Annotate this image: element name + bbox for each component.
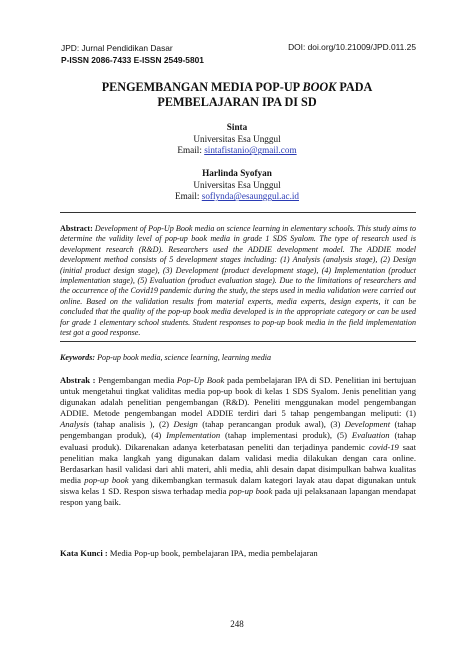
email-label: Email: bbox=[174, 191, 202, 202]
title-italic: BOOK bbox=[302, 80, 337, 94]
author-block-1 bbox=[40, 122, 434, 157]
abstrak-italic: pop-up book bbox=[228, 485, 273, 496]
abstrak-italic: Design bbox=[173, 419, 198, 430]
author-name: Sinta bbox=[226, 122, 248, 132]
doi-text[interactable]: DOI: doi.org/10.21009/JPD.011.25 bbox=[288, 42, 416, 52]
abstrak-text: Pengembangan media bbox=[95, 375, 177, 385]
abstrak-italic: Development bbox=[344, 419, 391, 430]
abstrak-italic: Pop-Up Book bbox=[176, 375, 225, 385]
page-number: 248 bbox=[230, 619, 244, 629]
abstrak-text: pada uji pelaksanaan lapangan mendapat respon yang baik. bbox=[60, 485, 416, 508]
keywords-text: Pop-up book media, science learning, learning media bbox=[95, 353, 272, 362]
title-line-2: PEMBELAJARAN IPA DI SD bbox=[157, 95, 317, 109]
author-email-link[interactable]: soflynda@esaunggul.ac.id bbox=[201, 191, 300, 202]
title-part: PENGEMBANGAN MEDIA POP-UP bbox=[101, 80, 303, 94]
keywords-english bbox=[60, 353, 416, 362]
author-block-2 bbox=[40, 168, 434, 203]
abstrak-text: saat penelitian maka langkah yang digunakan dalam validasi media dilakukan dengan cara online. Berdasarkan hasil validasi dari ahli materi, ahli media, ahli desain dapat disimpulkan bahwa kualitas media bbox=[60, 441, 416, 485]
journal-name: JPD: Jurnal Pendidikan Dasar bbox=[61, 43, 173, 53]
abstrak-italic: Evaluation bbox=[351, 430, 390, 441]
title-part: PADA bbox=[336, 80, 373, 94]
keywords-label: Keywords: bbox=[60, 353, 96, 362]
journal-header bbox=[61, 42, 204, 66]
abstrak-italic: Implementation bbox=[166, 430, 221, 441]
abstrak-text: (tahap implementasi produk), (5) bbox=[220, 430, 352, 441]
author-affiliation: Universitas Esa Unggul bbox=[193, 133, 281, 144]
author-affiliation: Universitas Esa Unggul bbox=[193, 179, 281, 190]
abstrak-text: (tahap perancangan produk awal), (3) bbox=[197, 419, 345, 430]
abstrak-italic: Analysis bbox=[60, 419, 90, 430]
abstrak-text: (tahap evaluasi produk). Dikarenakan adanya keterbatasan peneliti dan terjadinya pandemic bbox=[60, 430, 417, 452]
author-email-link[interactable]: sintafistanio@gmail.com bbox=[204, 145, 297, 156]
abstrak-text: pada pembelajaran IPA di SD. Penelitian ini bertujuan untuk mengetahui tingkat validitas media pop-up book di kelas 1 SDS Syalom. Jenis penelitian yang digunakan adalah penelitian pengembangan (R&D). Peneliti menggunakan model pengembangan ADDIE. Metode pengembangan model ADDIE terdiri dari 5 tahap pengembangan meliputi: (1) bbox=[60, 375, 417, 419]
abstract-english bbox=[60, 224, 416, 338]
kata-kunci-text: Media Pop-up book, pembelajaran IPA, media pembelajaran bbox=[107, 548, 318, 558]
kata-kunci-label: Kata Kunci : bbox=[60, 548, 108, 558]
paper-title bbox=[40, 80, 434, 110]
author-name: Harlinda Syofyan bbox=[202, 168, 272, 178]
abstrak-italic: pop-up book bbox=[84, 474, 129, 485]
abstrak-text: (tahap pengembangan produk), (4) bbox=[60, 419, 416, 441]
abstrak-text: yang dikembangkan termasuk dalam kategori layak atau dapat digunakan untuk siswa kelas 1 SD. Respon siswa terhadap media bbox=[60, 474, 417, 496]
issn-line: P-ISSN 2086-7433 E-ISSN 2549-5801 bbox=[61, 55, 204, 65]
abstrak-text: (tahap analisis ), (2) bbox=[89, 419, 174, 430]
abstrak-indonesian bbox=[60, 375, 416, 508]
abstract-label: Abstract: bbox=[60, 224, 93, 233]
abstrak-italic: covid-19 bbox=[368, 441, 399, 452]
kata-kunci bbox=[60, 548, 416, 558]
abstrak-label: Abstrak : bbox=[60, 375, 96, 385]
email-label: Email: bbox=[177, 145, 205, 156]
abstract-text: Development of Pop-Up Book media on science learning in elementary schools. This study aims to determine the validity level of pop-up book media in grade 1 SDS Syalom. The type of research used is development research (R&D). Researchers used the ADDIE development model. The ADDIE model development method consists of 5 development stages including: (1) Analysis (analysis stage), (2) Design (initial product design stage), (3) Development (product development stage), (4) Implementation (product implementation stage), (5) Evaluation (product evaluation stage). Due to the limitations of researchers and the occurrence of the Covid19 pandemic during the study, the steps used in media validation were carried out online. Based on the validation results from material experts, media experts, design experts, it can be concluded that the quality of the pop-up book media developed is in the appropriate category or can be used for grade 1 elementary school students. Student responses to pop-up book media in the field implementation test got a good response. bbox=[60, 224, 416, 338]
